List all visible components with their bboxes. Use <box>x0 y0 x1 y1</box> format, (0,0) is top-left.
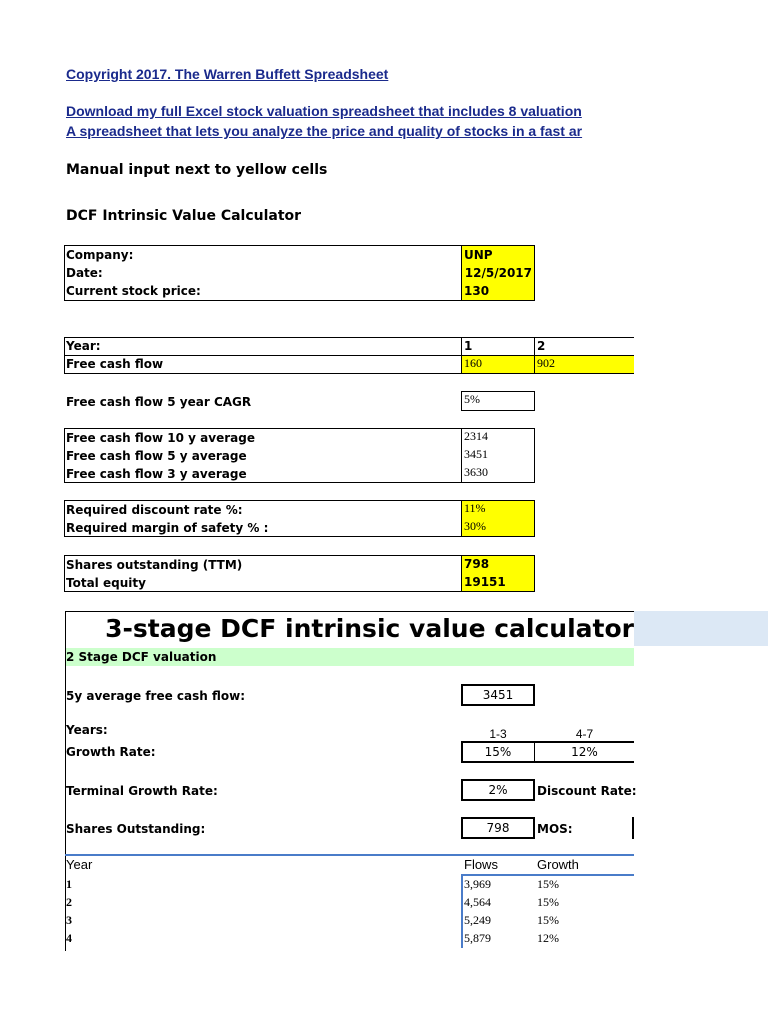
flows-header-top-border <box>65 854 634 856</box>
averages-divider <box>461 428 462 483</box>
title-bar-extension <box>634 611 768 646</box>
avg10-value: 2314 <box>464 429 488 443</box>
cagr-label: Free cash flow 5 year CAGR <box>66 395 252 409</box>
avg3-value: 3630 <box>464 465 488 479</box>
shares-divider <box>461 555 462 592</box>
table-row-flows: 4,564 <box>464 895 491 909</box>
table-row-flows: 5,249 <box>464 913 491 927</box>
rates-divider <box>461 500 462 537</box>
download-link-line2[interactable]: A spreadsheet that lets you analyze the price and quality of stocks in a fast ar <box>66 123 583 139</box>
growth-rate-1[interactable]: 15% <box>484 745 512 759</box>
copyright-link[interactable]: Copyright 2017. The Warren Buffett Spreadsheet <box>66 66 389 82</box>
shares-outstanding-value[interactable]: 798 <box>464 557 490 571</box>
table-row-flows: 3,969 <box>464 877 491 891</box>
total-equity-value[interactable]: 19151 <box>464 575 506 589</box>
year-bottom-border <box>64 373 634 374</box>
year-2: 2 <box>537 339 546 353</box>
years-range-1: 1-3 <box>489 727 507 741</box>
flows-header-year: Year <box>66 857 93 872</box>
date-value[interactable]: 12/5/2017 <box>464 266 532 280</box>
mos-value[interactable]: 30% <box>464 519 486 533</box>
mos-input-edge[interactable] <box>632 817 634 839</box>
terminal-growth-label: Terminal Growth Rate: <box>66 784 218 798</box>
shares-outstanding-label-2: Shares Outstanding: <box>66 822 206 836</box>
discount-rate-label: Required discount rate %: <box>66 503 243 517</box>
table-row-growth: 15% <box>537 877 559 891</box>
table-row-year: 1 <box>66 877 72 891</box>
flows-header-growth: Growth <box>537 857 579 872</box>
mos-label: Required margin of safety % : <box>66 521 269 535</box>
avg-fcf-label: 5y average free cash flow: <box>66 689 246 703</box>
fcf-2[interactable]: 902 <box>537 356 555 370</box>
shares-outstanding-label: Shares outstanding (TTM) <box>66 558 243 572</box>
year-top-border <box>64 337 634 338</box>
date-label: Date: <box>66 266 103 280</box>
shares-outstanding-value-2[interactable]: 798 <box>461 817 535 839</box>
table-row-year: 4 <box>66 931 72 945</box>
table-row-growth: 12% <box>537 931 559 945</box>
company-value[interactable]: UNP <box>464 248 493 262</box>
fcf-1[interactable]: 160 <box>464 356 482 370</box>
flows-column-border <box>461 874 463 948</box>
avg5-label: Free cash flow 5 y average <box>66 449 247 463</box>
year-divider-1 <box>461 337 462 373</box>
table-row-flows: 5,879 <box>464 931 491 945</box>
price-value[interactable]: 130 <box>464 284 490 298</box>
table-row-year: 3 <box>66 913 72 927</box>
year-divider-2 <box>534 337 535 373</box>
price-label: Current stock price: <box>66 284 201 298</box>
growth-rate-label: Growth Rate: <box>66 745 156 759</box>
stage2-subtitle: 2 Stage DCF valuation <box>66 650 217 664</box>
stage3-title: 3-stage DCF intrinsic value calculator <box>105 614 634 643</box>
year-label: Year: <box>66 339 101 353</box>
download-link-line1[interactable]: Download my full Excel stock valuation spreadsheet that includes 8 valuation <box>66 103 582 119</box>
discount-rate-label-2: Discount Rate: <box>537 784 637 798</box>
table-row-growth: 15% <box>537 913 559 927</box>
total-equity-label: Total equity <box>66 576 146 590</box>
avg3-label: Free cash flow 3 y average <box>66 467 247 481</box>
avg-fcf-value[interactable]: 3451 <box>461 684 535 706</box>
table-row-growth: 15% <box>537 895 559 909</box>
table-row-year: 2 <box>66 895 72 909</box>
company-label: Company: <box>66 248 134 262</box>
manual-input-note: Manual input next to yellow cells <box>66 162 328 178</box>
mos-label-2: MOS: <box>537 822 573 836</box>
year-1: 1 <box>464 339 473 353</box>
calculator-title: DCF Intrinsic Value Calculator <box>66 208 302 224</box>
terminal-growth-value[interactable]: 2% <box>461 779 535 801</box>
fcf-label: Free cash flow <box>66 357 164 371</box>
avg5-value: 3451 <box>464 447 488 461</box>
growth-rate-2[interactable]: 12% <box>571 745 598 759</box>
discount-rate-value[interactable]: 11% <box>464 501 486 515</box>
cagr-value: 5% <box>464 392 480 406</box>
avg10-label: Free cash flow 10 y average <box>66 431 255 445</box>
years-range-2: 4-7 <box>575 727 594 741</box>
year-left-border <box>64 337 65 373</box>
years-label: Years: <box>66 723 108 737</box>
flows-header-flows: Flows <box>464 857 498 872</box>
